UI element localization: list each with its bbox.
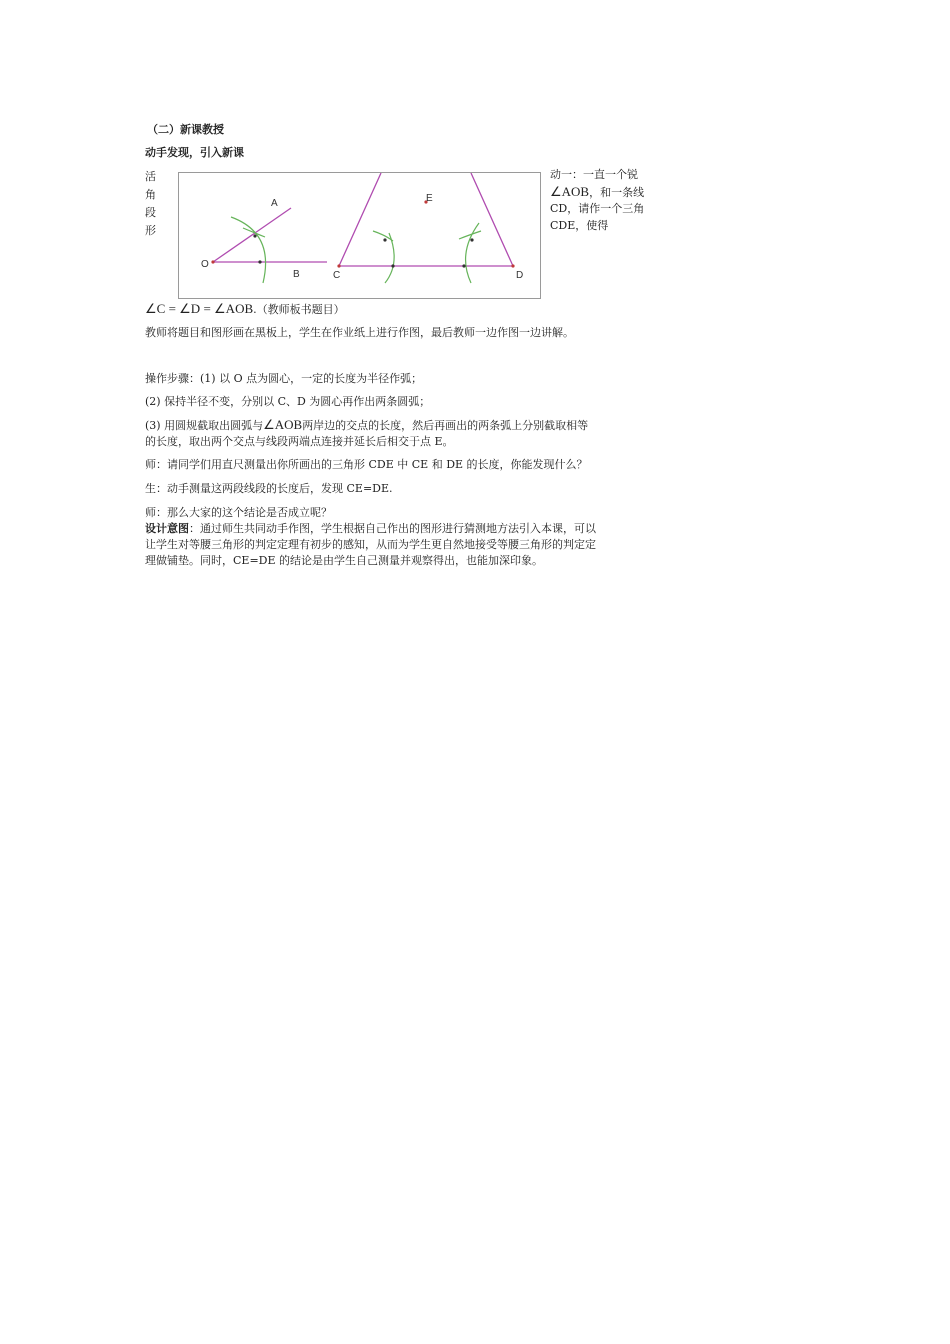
point-cd-1 <box>391 264 394 267</box>
subsection-title: 动手发现，引入新课 <box>145 146 244 159</box>
label-e: E <box>426 193 433 204</box>
activity-char: 活 <box>145 170 156 183</box>
activity-char: 段 <box>145 206 156 219</box>
point-cd-2 <box>462 264 465 267</box>
construction-diagram <box>179 173 540 298</box>
step-2: (2) 保持半径不变，分别以 C、D 为圆心再作出两条圆弧； <box>145 395 431 408</box>
activity-right-line2-text: ，和一条线 <box>589 186 645 199</box>
point-o <box>211 260 214 263</box>
intro-line: 教师将题目和图形画在黑板上，学生在作业纸上进行作图，最后教师一边作图一边讲解。 <box>145 326 574 339</box>
arc-o <box>231 217 266 283</box>
condition-line <box>145 302 345 317</box>
ray-oa <box>213 208 291 262</box>
activity-char: 角 <box>145 188 156 201</box>
teacher-question: 师：请同学们用直尺测量出你所画出的三角形 CDE 中 CE 和 DE 的长度，你能发现什么？ <box>145 458 588 471</box>
condition-note: .（教师板书题目） <box>253 303 345 316</box>
activity-vertical-label <box>145 168 159 240</box>
step-3 <box>145 418 588 433</box>
construction-figure <box>178 172 541 299</box>
design-intent-line1 <box>145 522 596 536</box>
label-a: A <box>271 198 278 209</box>
design-intent-text1: ：通过师生共同动手作图，学生根据自己作出的图形进行猜测地方法引入本课，可以 <box>189 522 596 535</box>
teacher-question-2: 师：那么大家的这个结论是否成立呢？ <box>145 506 332 519</box>
point-c <box>337 264 340 267</box>
student-answer: 生：动手测量这两段线段的长度后，发现 CE=DE. <box>145 482 393 495</box>
activity-right-line1: 动一：一直一个锐 <box>550 168 638 181</box>
section-title: （二）新课教授 <box>147 123 224 136</box>
condition-math: ∠C = ∠D = ∠AOB <box>145 301 254 316</box>
point-intersect-2 <box>253 234 256 237</box>
point-intersect-1 <box>258 260 261 263</box>
point-ce-1 <box>383 238 386 241</box>
step-1: 操作步骤：(1) 以 O 点为圆心，一定的长度为半径作弧； <box>145 372 423 385</box>
label-b: B <box>293 269 300 280</box>
activity-right-line2 <box>550 185 644 200</box>
line-de <box>471 173 513 266</box>
step-3-pre: (3) 用圆规截取出圆弧与 <box>145 419 264 432</box>
label-o: O <box>201 259 209 270</box>
angle-aob: ∠AOB <box>550 184 590 199</box>
activity-right-line3: CD，请作一个三角 <box>550 202 645 215</box>
design-intent-line2: 让学生对等腰三角形的判定定理有初步的感知，从而为学生更自然地接受等腰三角形的判定定 <box>145 538 596 551</box>
point-d <box>511 264 514 267</box>
line-ce <box>339 173 381 266</box>
activity-char: 形 <box>145 224 156 237</box>
step-3-line2: 的长度，取出两个交点与线段两端点连接并延长后相交于点 E。 <box>145 435 454 448</box>
step-3-post: 两岸边的交点的长度，然后再画出的两条弧上分别截取相等 <box>302 419 589 432</box>
design-intent-label: 设计意图 <box>145 522 189 535</box>
label-c: C <box>333 270 341 281</box>
design-intent-line3: 理做铺垫。同时，CE=DE 的结论是由学生自己测量并观察得出，也能加深印象。 <box>145 554 544 567</box>
step-3-math: ∠AOB <box>263 417 303 432</box>
point-de-1 <box>470 238 473 241</box>
label-d: D <box>516 270 524 281</box>
activity-right-line4: CDE，使得 <box>550 219 609 232</box>
